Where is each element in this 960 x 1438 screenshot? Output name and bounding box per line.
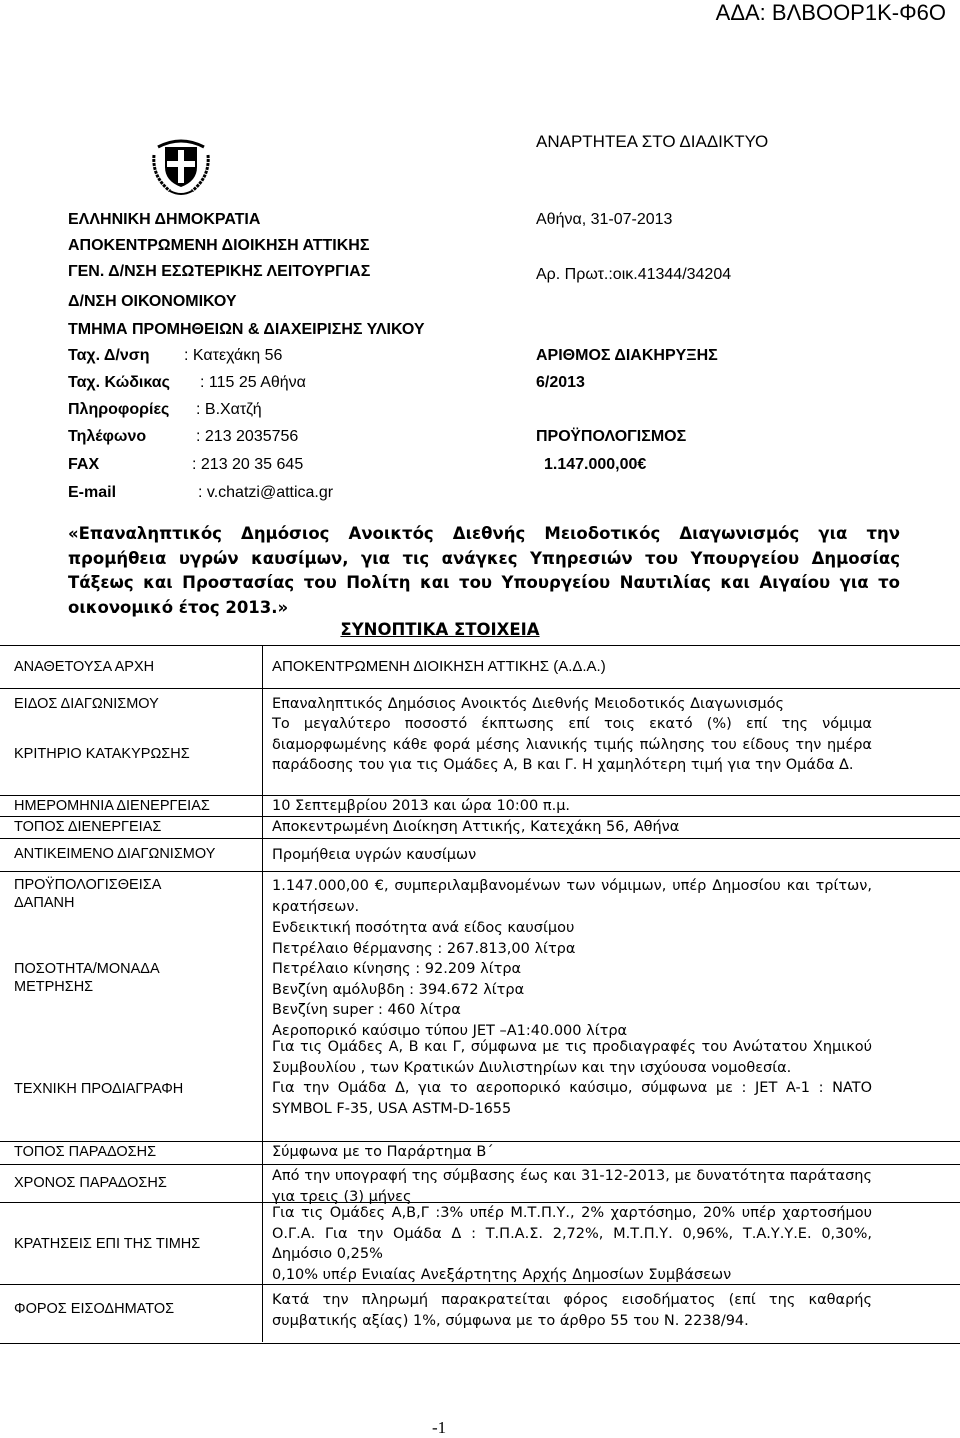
ada-code: ΑΔΑ: ΒΛΒΟΟΡ1Κ-Φ6Ο [715, 0, 946, 25]
header-state: ΕΛΛΗΝΙΚΗ ΔΗΜΟΚΡΑΤΙΑ [68, 211, 261, 228]
header-directorate: Δ/ΝΣΗ ΟΙΚΟΝΟΜΙΚΟΥ [68, 293, 237, 310]
postcode-value: : 115 25 Αθήνα [200, 374, 306, 391]
budget-amount: 1.147.000,00€ [544, 456, 647, 473]
email-label: E-mail [68, 484, 117, 501]
table-column-divider [262, 645, 263, 1342]
award-criterion-value: Το μεγαλύτερο ποσοστό έκπτωσης επί τοις εκατό (%) επί της νόμιμα διαμορφωμένης κάθε φορά μέσης λιανικής τιμής πώλησης του είδους την ημέρα παράδοσης του για τις Ομάδες Α, Β και Γ. Η χαμηλότερη τιμή για την Ομάδα Δ. [272, 716, 872, 773]
delivery-time-value: Από την υπογραφή της σύμβασης έως και 31-12-2013, με δυνατότητα παράτασης για τρεις (3) μήνες [272, 1168, 872, 1205]
web-posting-note: ΑΝΑΡΤΗΤΕΑ ΣΤΟ ΔΙΑΔΙΚΤΥΟ [536, 132, 769, 151]
technical-spec-group-d: Για την Ομάδα Δ, για το αεροπορικό καύσιμο, σύμφωνα με : JET A-1 : NATO SYMBOL F-35, USA ASTM-D-1655 [272, 1080, 872, 1117]
email-value[interactable]: : v.chatzi@attica.gr [198, 484, 334, 501]
technical-spec-label: ΤΕΧΝΙΚΗ ΠΡΟΔΙΑΓΡΑΦΗ [14, 1081, 184, 1097]
tender-type-value: Επαναληπτικός Δημόσιος Ανοικτός Διεθνής Μειοδοτικός Διαγωνισμός [272, 696, 785, 712]
quantity-line: Ενδεικτική ποσότητα ανά είδος καυσίμου [272, 920, 575, 936]
income-tax-value: Κατά την πληρωμή παρακρατείται φόρος εισοδήματος (επί της καθαρής συμβατικής αξίας) 1%, σύμφωνα με το άρθρο 55 του Ν. 2238/94. [272, 1292, 872, 1329]
technical-spec-groups-abc: Για τις Ομάδες Α, Β και Γ, σύμφωνα με τις προδιαγραφές του Ανώτατου Χημικού Συμβουλίου , των Κρατικών Διυλιστηρίων και την ισχύουσα νομοθεσία. [272, 1039, 872, 1076]
tender-date-label: ΗΜΕΡΟΜΗΝΙΑ ΔΙΕΝΕΡΓΕΙΑΣ [14, 798, 210, 814]
table-row-divider [0, 871, 960, 872]
quantity-line: Βενζίνη αμόλυβδη : 394.672 λίτρα [272, 981, 525, 998]
delivery-time-label: ΧΡΟΝΟΣ ΠΑΡΑΔΟΣΗΣ [14, 1175, 167, 1191]
tender-number-label: ΑΡΙΘΜΟΣ ΔΙΑΚΗΡΥΞΗΣ [536, 347, 718, 364]
deductions-label: ΚΡΑΤΗΣΕΙΣ ΕΠΙ ΤΗΣ ΤΙΜΗΣ [14, 1236, 201, 1252]
fax-value: : 213 20 35 645 [192, 456, 304, 473]
header-general-directorate: ΓΕΝ. Δ/ΝΣΗ ΕΣΩΤΕΡΙΚΗΣ ΛΕΙΤΟΥΡΓΙΑΣ [68, 263, 371, 280]
tender-object-value: Προμήθεια υγρών καυσίμων [272, 847, 477, 863]
tender-type-label: ΕΙΔΟΣ ΔΙΑΓΩΝΙΣΜΟΥ [14, 696, 159, 712]
table-row-divider [0, 838, 960, 839]
page-number: -1 [432, 1418, 447, 1437]
summary-title: ΣΥΝΟΠΤΙΚΑ ΣΤΟΙΧΕΙΑ [340, 620, 540, 639]
budget-row-label-1: ΠΡΟΫΠΟΛΟΓΙΣΘΕΙΣΑ [14, 877, 162, 893]
deductions-value [272, 1203, 872, 1285]
greek-coat-of-arms-icon [148, 133, 214, 199]
delivery-place-label: ΤΟΠΟΣ ΠΑΡΑΔΟΣΗΣ [14, 1144, 157, 1160]
technical-spec-value [272, 1037, 872, 1119]
tender-subject: «Επαναληπτικός Δημόσιος Ανοικτός Διεθνής Μειοδοτικός Διαγωνισμός για την προμήθεια υγρών καυσίμων, για τις ανάγκες Υπηρεσιών του Υπουργείου Δημοσίας Τάξεως και Προστασίας του Πολίτη και του Υπουργείου Ναυτιλίας και Αιγαίου για το οικονομικό έτος 2013.» [68, 524, 900, 617]
table-row-divider [0, 1164, 960, 1165]
tender-date-value: 10 Σεπτεμβρίου 2013 και ώρα 10:00 π.μ. [272, 798, 571, 814]
header-department: ΤΜΗΜΑ ΠΡΟΜΗΘΕΙΩΝ & ΔΙΑΧΕΙΡΙΣΗΣ ΥΛΙΚΟΥ [68, 321, 425, 338]
tender-object-label: ΑΝΤΙΚΕΙΜΕΝΟ ΔΙΑΓΩΝΙΣΜΟΥ [14, 846, 216, 862]
phone-value: : 213 2035756 [196, 428, 299, 445]
address-label: Ταχ. Δ/νση [68, 347, 150, 364]
budget-row-value: 1.147.000,00 €, συμπεριλαμβανομένων των νόμιμων, υπέρ Δημοσίου και τρίτων, κρατήσεων. [272, 878, 872, 915]
quantity-label-1: ΠΟΣΟΤΗΤΑ/ΜΟΝΑΔΑ [14, 961, 160, 977]
authority-label: ΑΝΑΘΕΤΟΥΣΑ ΑΡΧΗ [14, 659, 155, 675]
tender-place-value: Αποκεντρωμένη Διοίκηση Αττικής, Κατεχάκη 56, Αθήνα [272, 819, 680, 835]
header-administration: ΑΠΟΚΕΝΤΡΩΜΕΝΗ ΔΙΟΙΚΗΣΗ ΑΤΤΙΚΗΣ [68, 237, 370, 254]
quantity-line: Πετρέλαιο κίνησης : 92.209 λίτρα [272, 961, 522, 977]
phone-label: Τηλέφωνο [68, 428, 147, 445]
info-label: Πληροφορίες [68, 401, 170, 418]
quantity-line: Αεροπορικό καύσιμο τύπου JET –A1:40.000 λίτρα [272, 1022, 628, 1039]
document-date: Αθήνα, 31-07-2013 [536, 211, 673, 228]
info-value: : Β.Χατζή [196, 401, 262, 418]
budget-label: ΠΡΟΫΠΟΛΟΓΙΣΜΟΣ [536, 428, 687, 445]
quantity-line: Πετρέλαιο θέρμανσης : 267.813,00 λίτρα [272, 940, 576, 957]
protocol-number: Αρ. Πρωτ.:οικ.41344/34204 [536, 266, 732, 283]
budget-row-label-2: ΔΑΠΑΝΗ [14, 895, 75, 911]
quantity-label-2: ΜΕΤΡΗΣΗΣ [14, 979, 94, 995]
postcode-label: Ταχ. Κώδικας [68, 374, 170, 391]
deductions-rates: Για τις Ομάδες Α,Β,Γ :3% υπέρ Μ.Τ.Π.Υ., 2% χαρτόσημο, 20% υπέρ χαρτοσήμου Ο.Γ.Α. Για την Ομάδα Δ : Τ.Π.Α.Σ. 2,72%, Μ.Τ.Π.Υ. 0,96%, Τ.Α.Υ.Υ.Ε. 0,30%, Δημόσιο 0,25% [272, 1205, 872, 1262]
authority-value: ΑΠΟΚΕΝΤΡΩΜΕΝΗ ΔΙΟΙΚΗΣΗ ΑΤΤΙΚΗΣ (Α.Δ.Α.) [272, 658, 606, 675]
address-value: : Κατεχάκη 56 [184, 347, 283, 364]
quantity-list [272, 918, 872, 1041]
tender-number: 6/2013 [536, 374, 585, 391]
quantity-line: Βενζίνη super : 460 λίτρα [272, 1002, 461, 1018]
fax-label: FAX [68, 456, 100, 473]
income-tax-label: ΦΟΡΟΣ ΕΙΣΟΔΗΜΑΤΟΣ [14, 1301, 175, 1317]
table-row-divider [0, 688, 960, 689]
delivery-place-value: Σύμφωνα με το Παράρτημα Β΄ [272, 1144, 494, 1160]
deductions-authority: 0,10% υπέρ Ενιαίας Ανεξάρτητης Αρχής Δημοσίων Συμβάσεων [272, 1266, 732, 1283]
award-criterion-label: ΚΡΙΤΗΡΙΟ ΚΑΤΑΚΥΡΩΣΗΣ [14, 746, 190, 762]
tender-place-label: ΤΟΠΟΣ ΔΙΕΝΕΡΓΕΙΑΣ [14, 819, 162, 835]
